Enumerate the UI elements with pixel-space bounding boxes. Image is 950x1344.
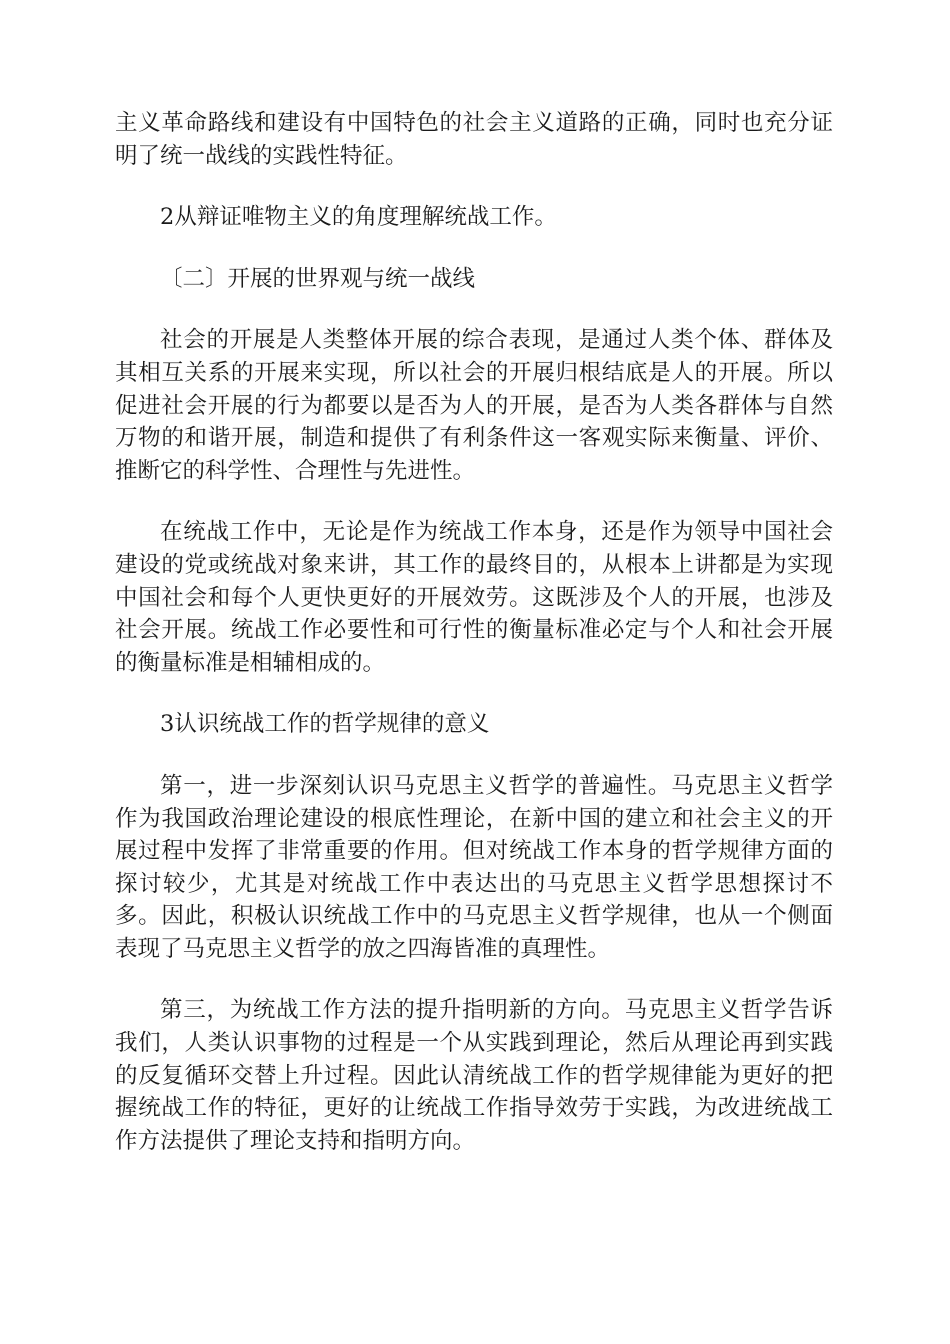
paragraph-first-point: 第一，进一步深刻认识马克思主义哲学的普遍性。马克思主义哲学作为我国政治理论建设的根底性理论，在新中国的建立和社会主义的开展过程中发挥了非常重要的作用。但对统战工作本身的哲学规律方面的探讨较少，尤其是对统战工作中表达出的马克思主义哲学思想探讨不多。因此，积极认识统战工作中的马克思主义哲学规律，也从一个侧面表现了马克思主义哲学的放之四海皆准的真理性。 bbox=[115, 772, 833, 962]
document-page bbox=[115, 107, 833, 1186]
paragraph-third-point: 第三，为统战工作方法的提升指明新的方向。马克思主义哲学告诉我们，人类认识事物的过程是一个从实践到理论，然后从理论再到实践的反复循环交替上升过程。因此认清统战工作的哲学规律能为更好的把握统战工作的特征，更好的让统战工作指导效劳于实践，为改进统战工作方法提供了理论支持和指明方向。 bbox=[115, 997, 833, 1154]
section-heading-3: 3认识统战工作的哲学规律的意义 bbox=[160, 711, 490, 738]
section-heading-2: 2从辩证唯物主义的角度理解统战工作。 bbox=[160, 204, 557, 231]
subsection-heading-2: 〔二〕开展的世界观与统一战线 bbox=[160, 265, 476, 292]
paragraph-society-development: 社会的开展是人类整体开展的综合表现，是通过人类个体、群体及其相互关系的开展来实现，所以社会的开展归根结底是人的开展。所以促进社会开展的行为都要以是否为人的开展，是否为人类各群体与自然万物的和谐开展，制造和提供了有利条件这一客观实际来衡量、评价、推断它的科学性、合理性与先进性。 bbox=[115, 327, 833, 484]
paragraph-united-front-work: 在统战工作中，无论是作为统战工作本身，还是作为领导中国社会建设的党或统战对象来讲，其工作的最终目的，从根本上讲都是为实现中国社会和每个人更快更好的开展效劳。这既涉及个人的开展，也涉及社会开展。统战工作必要性和可行性的衡量标准必定与个人和社会开展的衡量标准是相辅相成的。 bbox=[115, 519, 833, 676]
paragraph-continuation: 主义革命路线和建设有中国特色的社会主义道路的正确，同时也充分证明了统一战线的实践性特征。 bbox=[115, 110, 833, 169]
